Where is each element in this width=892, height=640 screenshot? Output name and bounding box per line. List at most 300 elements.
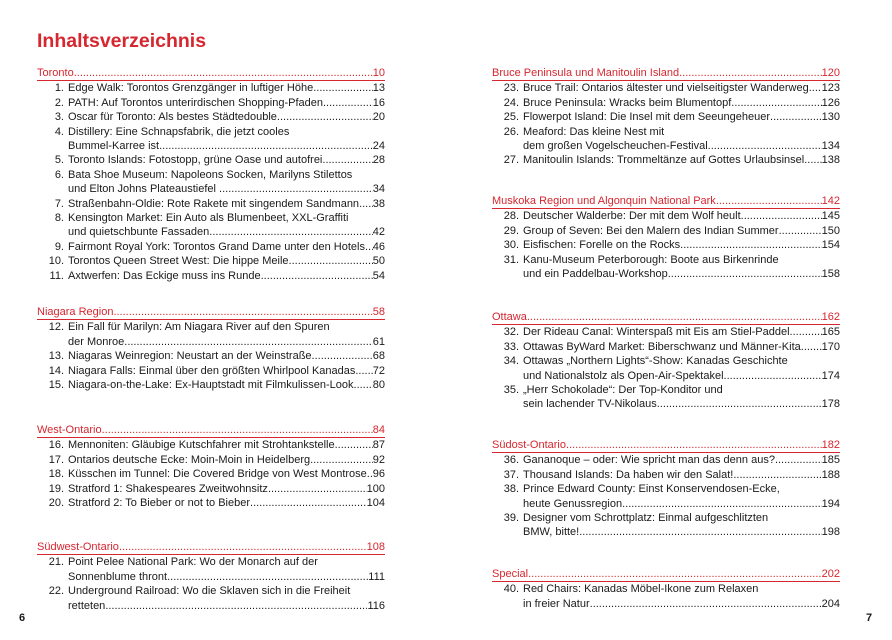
- entry-page-number: 68: [372, 350, 385, 363]
- entry-title-line: Straßenbahn-Oldie: Rote Rakete mit singendem Sandmann: [68, 197, 360, 210]
- entry-number: 13.: [48, 350, 64, 363]
- entry-title-line: in freier Natur: [523, 597, 590, 610]
- section-heading: [492, 66, 840, 81]
- section-page-number: 84: [372, 424, 385, 436]
- entry-title-line: und Elton Johns Plateaustiefel ...: [68, 183, 229, 196]
- entry-last-line: [523, 453, 840, 467]
- toc-section: [492, 194, 840, 281]
- entry-title-line: Niagaras Weinregion: Neustart an der Weinstraße: [68, 350, 312, 363]
- toc-entry: [37, 584, 385, 613]
- toc-entry: [37, 110, 385, 124]
- entry-body: [68, 153, 385, 167]
- entry-title-line: Edge Walk: Torontos Grenzgänger in luftiger Höhe: [68, 82, 314, 95]
- dot-leader: [680, 238, 822, 252]
- entry-body: [523, 238, 840, 252]
- entry-number: 34.: [503, 355, 519, 368]
- entry-last-line: [68, 269, 385, 283]
- toc-section: [37, 305, 385, 392]
- entry-last-line: [68, 96, 385, 110]
- entry-title-line: Deutscher Walderbe: Der mit dem Wolf heult: [523, 210, 741, 223]
- entry-page-number: 42: [372, 226, 385, 239]
- entry-page-number: 154: [821, 239, 840, 252]
- entry-number: 1.: [54, 82, 64, 95]
- entry-last-line: [523, 238, 840, 252]
- entry-last-line: [68, 496, 385, 510]
- section-heading: [492, 567, 840, 582]
- entry-last-line: [68, 570, 385, 584]
- entry-title-line: Red Chairs: Kanadas Möbel-Ikone zum Relaxen: [523, 583, 759, 596]
- toc-entry: [492, 340, 840, 354]
- entry-page-number: 111: [368, 570, 385, 583]
- section-title: West-Ontario: [37, 424, 102, 436]
- dot-leader: [741, 209, 822, 223]
- entry-page-number: 134: [821, 140, 840, 153]
- entry-number: 30.: [503, 239, 519, 252]
- dot-leader: [528, 567, 822, 581]
- entry-last-line: [523, 209, 840, 223]
- dot-leader: [354, 378, 373, 392]
- dot-leader: [74, 66, 373, 80]
- section-page-number: 58: [372, 306, 385, 318]
- toc-entry: [492, 125, 840, 154]
- entry-number: 14.: [48, 364, 64, 377]
- section-title: Muskoka Region und Algonquin National Park: [492, 195, 716, 207]
- entry-page-number: 130: [821, 111, 840, 124]
- dot-leader: [277, 110, 373, 124]
- entry-title-line: Axtwerfen: Das Eckige muss ins Runde: [68, 269, 261, 282]
- toc-entry: [492, 482, 840, 511]
- entry-number: 9.: [54, 240, 64, 253]
- section-page-number: 202: [821, 568, 840, 580]
- entry-body: [523, 354, 840, 383]
- entry-page-number: 20: [372, 111, 385, 124]
- entry-body: [68, 197, 385, 211]
- toc-entry: [37, 153, 385, 167]
- entry-title-line: Ottawas ByWard Market: Biberschwanz und Männer-Kita: [523, 340, 801, 353]
- entry-last-line: [523, 153, 840, 167]
- dot-leader: [119, 540, 367, 554]
- entry-body: [68, 467, 385, 481]
- toc-entry: [492, 582, 840, 611]
- entry-page-number: 54: [372, 269, 385, 282]
- entry-body: [523, 96, 840, 110]
- entry-number: 4.: [54, 125, 64, 138]
- dot-leader: [527, 310, 822, 324]
- toc-entry: [37, 364, 385, 378]
- entry-title-line: Bummel-Karree ist: [68, 140, 160, 153]
- entry-number: 33.: [503, 340, 519, 353]
- toc-entry: [37, 81, 385, 95]
- entry-number: 15.: [48, 379, 64, 392]
- entry-number: 20.: [48, 497, 64, 510]
- dot-leader: [668, 267, 822, 281]
- dot-leader: [590, 597, 822, 611]
- entry-title-line: Niagara Falls: Einmal über den größten Whirlpool Kanadas: [68, 364, 356, 377]
- entry-body: [68, 453, 385, 467]
- entry-number: 40.: [503, 583, 519, 596]
- toc-entry: [492, 110, 840, 124]
- entry-number: 28.: [503, 210, 519, 223]
- toc-entry: [492, 383, 840, 412]
- dot-leader: [323, 96, 373, 110]
- entry-page-number: 116: [367, 599, 385, 612]
- entry-number: 6.: [54, 168, 64, 181]
- entry-title-line: sein lachender TV-Nikolaus: [523, 398, 657, 411]
- entry-last-line: [68, 599, 385, 613]
- entry-page-number: 72: [372, 364, 385, 377]
- section-page-number: 10: [372, 67, 385, 79]
- dot-leader: [289, 254, 373, 268]
- section-heading: [37, 423, 385, 438]
- toc-section: [37, 540, 385, 613]
- dot-leader: [209, 225, 372, 239]
- toc-section: [492, 567, 840, 611]
- entry-page-number: 158: [821, 268, 840, 281]
- section-title: Niagara Region: [37, 306, 114, 318]
- dot-leader: [790, 325, 822, 339]
- entry-page-number: 145: [821, 210, 840, 223]
- entry-title-line: Toronto Islands: Fotostopp, grüne Oase und autofrei: [68, 154, 323, 167]
- entry-number: 23.: [503, 82, 519, 95]
- dot-leader: [770, 110, 822, 124]
- entry-body: [523, 253, 840, 282]
- entry-page-number: 188: [821, 468, 840, 481]
- toc-entry: [492, 354, 840, 383]
- entry-body: [523, 383, 840, 412]
- entry-last-line: [68, 182, 385, 196]
- dot-leader: [708, 139, 822, 153]
- entry-number: 24.: [503, 96, 519, 109]
- entry-body: [523, 582, 840, 611]
- entry-page-number: 170: [821, 340, 840, 353]
- section-heading: [37, 540, 385, 555]
- entry-body: [68, 496, 385, 510]
- section-title: Südost-Ontario: [492, 439, 566, 451]
- entry-page-number: 50: [372, 255, 385, 268]
- toc-entry: [37, 197, 385, 211]
- page-number-right: 7: [866, 612, 873, 624]
- entry-last-line: [523, 139, 840, 153]
- dot-leader: [124, 335, 372, 349]
- entry-title-line: PATH: Auf Torontos unterirdischen Shopping-Pfaden: [68, 96, 323, 109]
- toc-entry: [37, 320, 385, 349]
- toc-entry: [492, 511, 840, 540]
- entry-last-line: [68, 438, 385, 452]
- section-page-number: 162: [821, 311, 840, 323]
- entry-title-line: Torontos Queen Street West: Die hippe Meile: [68, 255, 289, 268]
- entry-body: [68, 482, 385, 496]
- entry-last-line: [523, 325, 840, 339]
- entry-body: [68, 96, 385, 110]
- entry-number: 22.: [48, 585, 64, 598]
- entry-title-line: Bruce Trail: Ontarios ältester und vielseitigster Wanderweg: [523, 82, 809, 95]
- entry-number: 2.: [54, 96, 64, 109]
- section-heading: [492, 194, 840, 209]
- dot-leader: [310, 453, 373, 467]
- dot-leader: [809, 81, 822, 95]
- dot-leader: [102, 423, 373, 437]
- entry-body: [523, 153, 840, 167]
- entry-body: [68, 168, 385, 197]
- section-title: Bruce Peninsula und Manitoulin Island: [492, 67, 680, 79]
- entry-body: [68, 555, 385, 584]
- toc-section: [492, 66, 840, 168]
- toc-entry: [492, 209, 840, 223]
- entry-last-line: [523, 597, 840, 611]
- dot-leader: [622, 497, 822, 511]
- entry-title-line: Group of Seven: Bei den Malern des Indian Summer: [523, 224, 779, 237]
- dot-leader: [566, 438, 822, 452]
- entry-number: 38.: [503, 483, 519, 496]
- dot-leader: [359, 197, 373, 211]
- toc-entry: [37, 555, 385, 584]
- dot-leader: [113, 305, 372, 319]
- entry-title-line: Eisfischen: Forelle on the Rocks: [523, 239, 681, 252]
- entry-last-line: [68, 467, 385, 481]
- dot-leader: [355, 364, 372, 378]
- entry-page-number: 96: [372, 468, 386, 481]
- dot-leader: [228, 182, 373, 196]
- entry-body: [68, 320, 385, 349]
- dot-leader: [105, 599, 367, 613]
- dot-leader: [733, 468, 821, 482]
- section-page-number: 108: [366, 541, 385, 553]
- dot-leader: [779, 224, 822, 238]
- entry-body: [523, 209, 840, 223]
- dot-leader: [775, 453, 822, 467]
- entry-body: [523, 453, 840, 467]
- entry-last-line: [523, 525, 840, 539]
- entry-title-line: Niagara-on-the-Lake: Ex-Hauptstadt mit Filmkulissen-Look: [68, 379, 354, 392]
- entry-body: [523, 468, 840, 482]
- dot-leader: [801, 340, 822, 354]
- page-title: Inhaltsverzeichnis: [37, 30, 207, 52]
- entry-last-line: [68, 482, 385, 496]
- entry-body: [523, 125, 840, 154]
- entry-title-line: Stratford 1: Shakespeares Zweitwohnsitz: [68, 482, 268, 495]
- entry-page-number: 165: [821, 326, 840, 339]
- entry-title-line: und Nationalstolz als Open-Air-Spektakel: [523, 369, 724, 382]
- toc-section: [492, 310, 840, 412]
- toc-entry: [37, 496, 385, 510]
- dot-leader: [724, 369, 822, 383]
- dot-leader: [250, 496, 367, 510]
- toc-entry: [492, 81, 840, 95]
- toc-entry: [37, 453, 385, 467]
- entry-title-line: Manitoulin Islands: Trommeltänze auf Gottes Urlaubsinsel: [523, 154, 805, 167]
- entry-page-number: 198: [821, 526, 840, 539]
- entry-number: 39.: [503, 512, 519, 525]
- toc-entry: [492, 224, 840, 238]
- entry-last-line: [68, 197, 385, 211]
- page-number-left: 6: [19, 612, 26, 624]
- dot-leader: [167, 570, 368, 584]
- entry-page-number: 194: [821, 497, 840, 510]
- dot-leader: [322, 153, 372, 167]
- entry-last-line: [68, 364, 385, 378]
- entry-body: [523, 110, 840, 124]
- toc-entry: [492, 96, 840, 110]
- section-page-number: 182: [821, 439, 840, 451]
- entry-number: 7.: [54, 197, 64, 210]
- entry-title-line: der Monroe: [68, 335, 125, 348]
- section-heading: [492, 438, 840, 453]
- toc-section: [37, 423, 385, 510]
- entry-number: 25.: [503, 111, 519, 124]
- entry-number: 29.: [503, 224, 519, 237]
- dot-leader: [804, 153, 821, 167]
- dot-leader: [365, 240, 373, 254]
- entry-body: [68, 584, 385, 613]
- entry-last-line: [68, 335, 385, 349]
- entry-page-number: 92: [372, 453, 385, 466]
- entry-title-line: heute Genussregion: [523, 497, 623, 510]
- entry-title-line: Küsschen im Tunnel: Die Covered Bridge von West Montrose: [68, 468, 367, 481]
- entry-last-line: [523, 340, 840, 354]
- entry-number: 16.: [48, 439, 64, 452]
- dot-leader: [579, 525, 821, 539]
- entry-last-line: [68, 225, 385, 239]
- dot-leader: [679, 66, 822, 80]
- entry-last-line: [523, 497, 840, 511]
- entry-last-line: [523, 224, 840, 238]
- entry-title-line: und ein Paddelbau-Workshop: [523, 268, 668, 281]
- entry-title-line: Ein Fall für Marilyn: Am Niagara River auf den Spuren: [68, 321, 330, 334]
- toc-entry: [37, 168, 385, 197]
- entry-body: [68, 349, 385, 363]
- entry-body: [68, 364, 385, 378]
- section-title: Ottawa: [492, 311, 527, 323]
- entry-last-line: [523, 110, 840, 124]
- entry-number: 8.: [54, 212, 64, 225]
- entry-last-line: [68, 110, 385, 124]
- entry-last-line: [523, 468, 840, 482]
- dot-leader: [731, 96, 821, 110]
- entry-body: [68, 269, 385, 283]
- dot-leader: [268, 482, 367, 496]
- toc-entry: [37, 438, 385, 452]
- toc-entry: [37, 378, 385, 392]
- toc-entry: [37, 482, 385, 496]
- entry-number: 11.: [49, 269, 64, 282]
- entry-title-line: Bruce Peninsula: Wracks beim Blumentopf: [523, 96, 732, 109]
- entry-body: [68, 110, 385, 124]
- section-heading: [37, 305, 385, 320]
- toc-entry: [37, 349, 385, 363]
- entry-page-number: 185: [821, 454, 840, 467]
- entry-title-line: Flowerpot Island: Die Insel mit dem Seeungeheuer: [523, 111, 771, 124]
- section-heading: [37, 66, 385, 81]
- entry-last-line: [68, 453, 385, 467]
- entry-last-line: [523, 81, 840, 95]
- entry-page-number: 38: [372, 197, 385, 210]
- entry-title-line: Mennoniten: Gläubige Kutschfahrer mit Strohtankstelle: [68, 439, 335, 452]
- entry-number: 3.: [54, 111, 64, 124]
- section-page-number: 120: [821, 67, 840, 79]
- entry-number: 5.: [54, 154, 64, 167]
- entry-title-line: Stratford 2: To Bieber or not to Bieber: [68, 497, 251, 510]
- entry-title-line: Oscar für Toronto: Als bestes Städtedouble: [68, 111, 277, 124]
- entry-page-number: 204: [821, 597, 840, 610]
- entry-body: [523, 482, 840, 511]
- toc-section: [37, 66, 385, 283]
- entry-page-number: 178: [821, 398, 840, 411]
- dot-leader: [261, 269, 373, 283]
- toc-entry: [492, 253, 840, 282]
- entry-title-line: Distillery: Eine Schnapsfabrik, die jetzt cooles: [68, 125, 290, 138]
- entry-page-number: 100: [366, 482, 385, 495]
- entry-number: 18.: [48, 468, 64, 481]
- entry-title-line: Sonnenblume thront: [68, 570, 168, 583]
- entry-last-line: [68, 378, 385, 392]
- toc-entry: [492, 153, 840, 167]
- entry-title-line: Prince Edward County: Einst Konservendosen-Ecke,: [523, 483, 780, 496]
- entry-title-line: Underground Railroad: Wo die Sklaven sich in die Freiheit: [68, 585, 351, 598]
- entry-number: 31.: [503, 253, 519, 266]
- entry-title-line: Ottawas „Northern Lights“-Show: Kanadas Geschichte: [523, 355, 788, 368]
- entry-number: 35.: [503, 384, 519, 397]
- entry-body: [68, 254, 385, 268]
- entry-number: 10.: [48, 255, 64, 268]
- entry-last-line: [523, 397, 840, 411]
- entry-page-number: 104: [366, 497, 385, 510]
- entry-page-number: 13: [372, 82, 385, 95]
- entry-body: [68, 240, 385, 254]
- entry-body: [523, 325, 840, 339]
- entry-title-line: Der Rideau Canal: Winterspaß mit Eis am Stiel-Paddel: [523, 326, 790, 339]
- toc-entry: [37, 254, 385, 268]
- entry-number: 12.: [48, 321, 64, 334]
- section-title: Südwest-Ontario: [37, 541, 119, 553]
- entry-page-number: 80: [372, 379, 385, 392]
- toc-entry: [492, 468, 840, 482]
- entry-title-line: Thousand Islands: Da haben wir den Salat!: [523, 468, 734, 481]
- entry-body: [523, 224, 840, 238]
- entry-title-line: Fairmont Royal York: Torontos Grand Dame unter den Hotels: [68, 240, 365, 253]
- entry-title-line: dem großen Vogelscheuchen-Festival: [523, 140, 708, 153]
- entry-page-number: 34: [372, 183, 385, 196]
- dot-leader: [335, 438, 373, 452]
- entry-page-number: 46: [372, 240, 385, 253]
- entry-body: [68, 125, 385, 154]
- entry-title-line: Kanu-Museum Peterborough: Boote aus Birkenrinde: [523, 253, 779, 266]
- dot-leader: [657, 397, 822, 411]
- entry-body: [68, 438, 385, 452]
- entry-title-line: Designer vom Schrottplatz: Einmal aufgeschlitzten: [523, 512, 769, 525]
- entry-page-number: 16: [372, 96, 385, 109]
- entry-last-line: [523, 267, 840, 281]
- entry-last-line: [68, 139, 385, 153]
- entry-title-line: Kensington Market: Ein Auto als Blumenbeet, XXL-Graffiti: [68, 212, 349, 225]
- entry-number: 26.: [503, 125, 519, 138]
- section-page-number: 142: [821, 195, 840, 207]
- entry-body: [523, 511, 840, 540]
- entry-last-line: [68, 81, 385, 95]
- entry-title-line: Point Pelee National Park: Wo der Monarch auf der: [68, 556, 318, 569]
- entry-body: [68, 81, 385, 95]
- entry-title-line: Meaford: Das kleine Nest mit: [523, 125, 665, 138]
- entry-last-line: [68, 240, 385, 254]
- dot-leader: [159, 139, 373, 153]
- toc-entry: [37, 467, 385, 481]
- entry-page-number: 174: [821, 369, 840, 382]
- entry-title-line: und quietschbunte Fassaden: [68, 226, 210, 239]
- entry-page-number: 138: [821, 154, 840, 167]
- toc-entry: [492, 238, 840, 252]
- entry-page-number: 150: [821, 224, 840, 237]
- toc-entry: [37, 125, 385, 154]
- entry-page-number: 28: [372, 154, 385, 167]
